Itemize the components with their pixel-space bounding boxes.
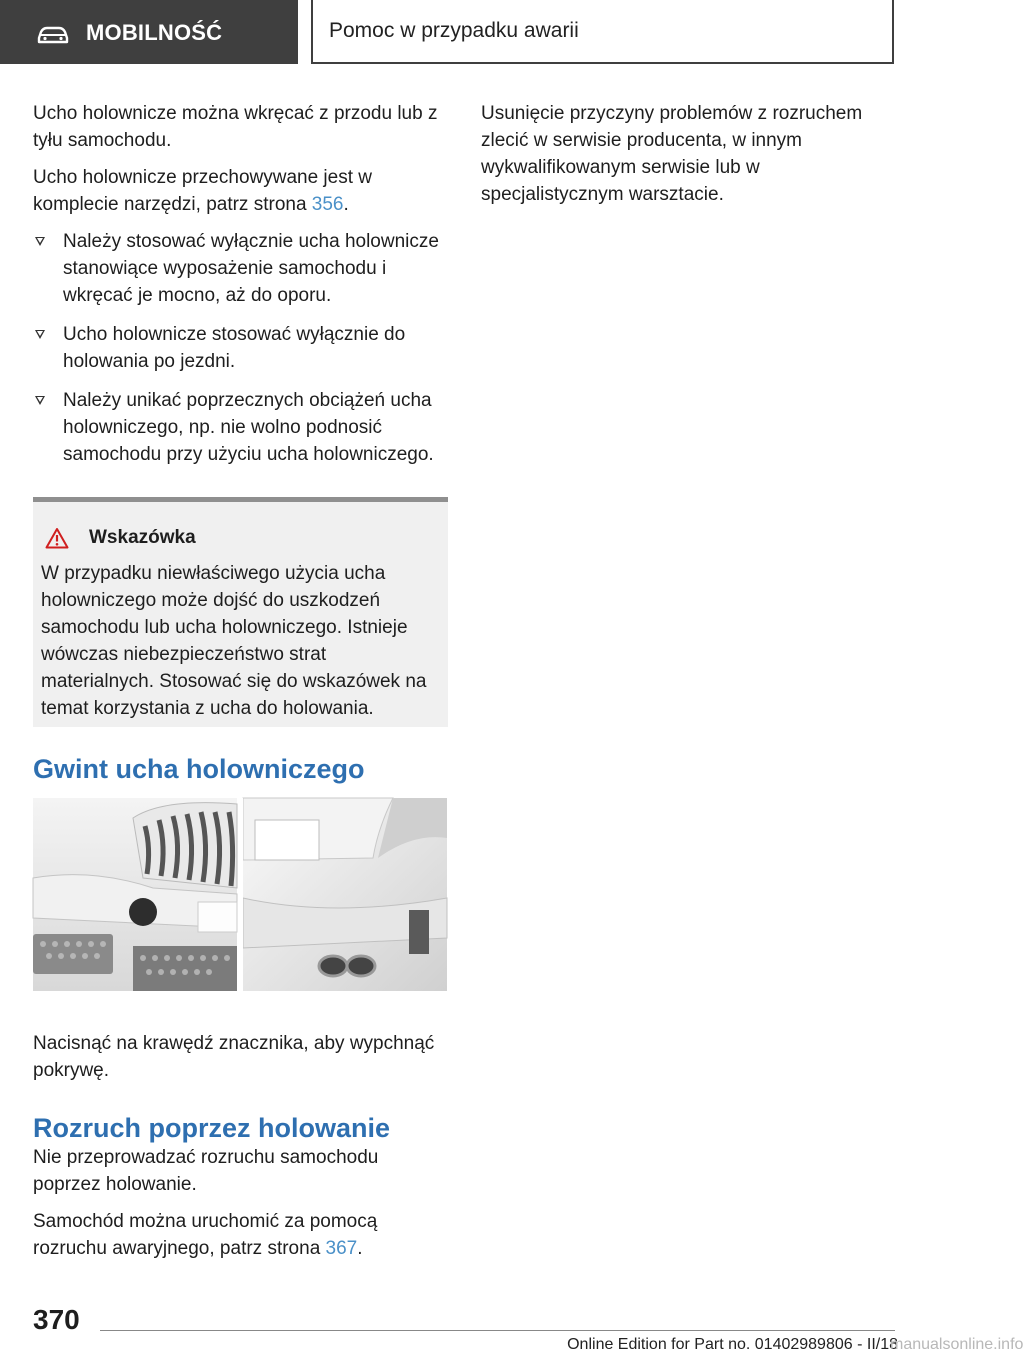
page-link-367[interactable]: 367 — [325, 1238, 358, 1259]
triangle-bullet-icon — [35, 330, 45, 339]
warning-icon — [45, 527, 69, 549]
warning-title: Wskazówka — [89, 527, 196, 548]
warning-box — [33, 497, 448, 727]
paragraph — [33, 164, 448, 218]
paragraph: Ucho holownicze można wkręcać z przodu lub z tyłu samochodu. — [33, 103, 438, 151]
tow-eye-illustration — [33, 798, 447, 991]
chapter-header — [311, 0, 894, 64]
list-item — [33, 321, 448, 375]
triangle-bullet-icon — [35, 396, 45, 405]
thread-heading: Gwint ucha holowniczego — [33, 754, 365, 784]
list-item-text: Ucho holownicze stosować wyłącznie do holowania po jezdni. — [63, 324, 406, 372]
list-item — [33, 387, 448, 468]
list-item — [33, 228, 448, 309]
list-item-text: Należy unikać poprzecznych obciążeń ucha holowniczego, np. nie wolno podnosić samochodu przy użyciu ucha holowniczego. — [63, 390, 434, 465]
right-column — [481, 100, 901, 218]
section-tab — [0, 0, 298, 64]
left-column — [33, 100, 448, 522]
paragraph-text: Ucho holownicze przechowywane jest w komplecie narzędzi, patrz strona — [33, 167, 372, 215]
page-link-356[interactable]: 356 — [311, 194, 344, 215]
footer-divider — [100, 1330, 895, 1331]
tow-start-heading: Rozruch poprzez holowanie — [33, 1113, 391, 1143]
watermark: manualsonline.info — [890, 1336, 1023, 1353]
paragraph-text: . — [343, 194, 349, 215]
car-bumper-illustration — [33, 798, 447, 991]
section-label: MOBILNOŚĆ — [86, 20, 223, 45]
car-icon — [36, 26, 70, 44]
triangle-bullet-icon — [35, 237, 45, 246]
edition-note: Online Edition for Part no. 01402989806 - II/18 — [567, 1336, 898, 1353]
warning-body: W przypadku niewłaściwego użycia ucha holowniczego może dojść do uszkodzeń samochodu lub ucha holowniczego. Istnieje wówczas niebezpieczeństwo strat materialnych. Stosować się do wskazówek na temat korzystania z ucha do holowania. — [41, 563, 427, 719]
image-caption: Nacisnąć na krawędź znacznika, aby wypchnąć pokrywę. — [33, 1033, 435, 1081]
page-number: 370 — [33, 1304, 80, 1335]
warning-header — [45, 527, 196, 549]
chapter-title: Pomoc w przypadku awarii — [329, 19, 579, 42]
lower-left-section — [33, 1030, 448, 1272]
paragraph — [33, 1208, 448, 1262]
paragraph: Nie przeprowadzać rozruchu samochodu poprzez holowanie. — [33, 1147, 379, 1195]
paragraph-text: Samochód można uruchomić za pomocą rozruchu awaryjnego, patrz strona — [33, 1211, 378, 1259]
paragraph-text: . — [357, 1238, 363, 1259]
list-item-text: Należy stosować wyłącznie ucha holownicze stanowiące wyposażenie samochodu i wkręcać je mocno, aż do oporu. — [63, 231, 439, 306]
paragraph: Usunięcie przyczyny problemów z rozruchem zlecić w serwisie producenta, w innym wykwalifikowanym serwisie lub w specjalistycznym warsztacie. — [481, 103, 863, 205]
bullet-list — [33, 228, 448, 468]
